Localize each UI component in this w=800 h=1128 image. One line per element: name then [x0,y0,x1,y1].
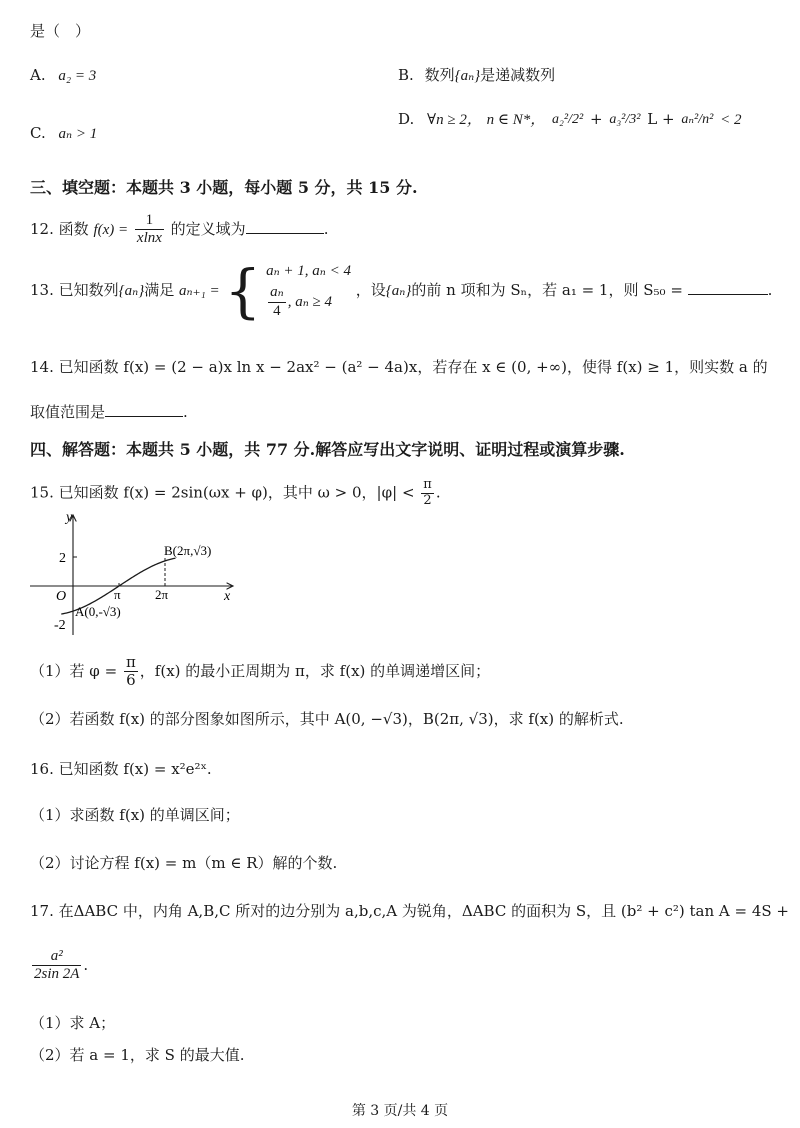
q12-post: 的定义域为 [170,219,246,238]
q17-part-2: （2）若 a = 1，求 S 的最大值. [30,1046,245,1064]
q12-numerator: 1 [135,212,164,230]
option-letter: D. [398,110,415,128]
q14-line-1: 已知函数 f(x) = (2 − a)x ln x − 2ax² − (a² − 4a)x，若存在 x ∈ (0, +∞)，使得 f(x) ≥ 1，则实数 a 的 [58,358,768,376]
q16-part-2: （2）讨论方程 f(x) = m（m ∈ R）解的个数. [30,854,338,872]
section-3-title: 三、填空题：本题共 3 小题，每小题 5 分，共 15 分. [30,178,418,197]
point-b-label: B(2π,√3) [164,543,212,558]
q15-p1-pre: （1）若 φ = [30,661,118,680]
q13-seq-2: {aₙ} [385,283,412,299]
page-footer: 第 3 页/共 4 页 [351,1103,449,1119]
q13-brace: { [224,257,262,325]
q13-case-2-rest: , aₙ ≥ 4 [287,294,332,310]
q14-line-2a: 取值范围是 [30,403,106,421]
q15-p1-post: ，f(x) 的最小正周期为 π，求 f(x) 的单调递增区间； [139,661,491,680]
option-d [398,110,741,129]
q14-line-2b: . [183,403,188,421]
question-number: 12. [30,219,54,238]
option-c-math: aₙ > 1 [58,126,98,142]
x-tick-2-label: 2π [155,587,169,602]
q13-post1: ，设 [355,281,386,299]
q17-frac-den: 2sin 2A [34,966,80,983]
q13-case-1: aₙ + 1, aₙ < 4 [266,263,351,280]
option-d-domain: n ∈ N*， [486,112,546,128]
q15-stem-den: 2 [423,492,432,508]
origin-label: O [56,589,67,604]
q13-lhs: aₙ₊₁ = [179,283,220,299]
option-d-pre: ∀n ≥ 2， [427,112,482,128]
q15-p1-den: 6 [126,671,136,690]
option-d-term3: aₙ²/n² [681,111,714,127]
x-label: x [224,589,231,604]
option-d-rel: < 2 [720,112,742,128]
q13-case-2-frac [268,284,286,320]
option-letter: A. [30,66,46,84]
answer-blank [105,402,183,417]
q17-frac-num: a² [32,948,81,966]
q13-case-2-num: aₙ [268,284,286,302]
q12-func: f(x) = [93,221,129,238]
q12-denominator: xlnx [136,230,162,247]
question-number: 13. [30,281,54,299]
q13-mid: 满足 [144,281,175,299]
q17-fraction [32,948,81,984]
answer-blank [246,219,324,234]
q15-stem: 15. 已知函数 f(x) = 2sin(ωx + φ)，其中 ω > 0，|φ| < [30,483,415,502]
q17-frac-end: . [83,955,89,974]
option-a-math: a₂ = 3 [58,68,97,84]
question-13 [30,257,773,325]
q15-stem-num: π [423,477,432,492]
option-b [398,66,555,85]
option-d-term1: a₂²/2² [552,111,584,127]
q13-pre: 已知数列 [58,281,119,299]
question-16: 16. 已知函数 f(x) = x²e²ˣ. [30,760,212,778]
question-14 [30,358,768,376]
y-label: y [66,510,73,525]
option-b-text2: 是递减数列 [480,66,556,84]
q17-part-1: （1）求 A； [30,1014,116,1032]
q15-p1-frac [124,654,138,690]
q13-post2: 的前 n 项和为 Sₙ，若 a₁ = 1，则 S₅₀ = [411,281,683,299]
q12-fraction [135,212,164,248]
question-17: 17. 在ΔABC 中，内角 A,B,C 所对的边分别为 a,b,c,A 为锐角，ΔABC 的面积为 S，且 (b² + c²) tan A = 4S + [30,902,789,920]
q15-stem-frac [421,478,434,509]
option-d-term2: a₃²/3² [609,111,641,127]
q13-end: . [767,281,773,299]
point-a-label: A(0,-√3) [75,604,121,619]
q13-case-2-den: 4 [273,302,281,319]
q15-part-1 [30,654,490,690]
option-letter: B. [398,66,414,84]
q15-graph [28,505,248,645]
option-c [30,124,97,143]
section-4-title: 四、解答题：本题共 5 小题，共 77 分.解答应写出文字说明、证明过程或演算步骤. [30,440,625,459]
option-d-plus2: + [662,110,675,128]
y-tick-bottom-label: -2 [54,618,66,633]
option-d-plus: + [589,110,603,128]
option-b-text1: 数列 [424,66,455,84]
question-number: 14. [30,358,54,376]
answer-blank [688,280,768,295]
option-a [30,66,96,85]
q13-seq: {aₙ} [118,283,145,299]
q12-pre: 函数 [58,219,89,238]
q15-part-2: （2）若函数 f(x) 的部分图象如图所示，其中 A(0, −√3)，B(2π, √3)，求 f(x) 的解析式. [30,710,624,728]
q13-cases [266,262,351,320]
prev-question-tail: 是（ ） [30,22,91,40]
q17-fraction-line [30,948,88,984]
q12-end: . [323,219,329,238]
option-b-math: {aₙ} [454,68,481,84]
question-12 [30,212,328,248]
q15-stem-end: . [435,483,441,502]
question-14-line-2 [30,402,188,421]
q15-p1-num: π [125,653,136,671]
y-tick-top-label: 2 [59,551,66,566]
x-tick-1-label: π [114,587,121,602]
option-d-ldots: L [647,110,658,128]
q13-case-2 [266,284,351,320]
option-letter: C. [30,124,46,142]
q16-part-1: （1）求函数 f(x) 的单调区间； [30,806,240,824]
